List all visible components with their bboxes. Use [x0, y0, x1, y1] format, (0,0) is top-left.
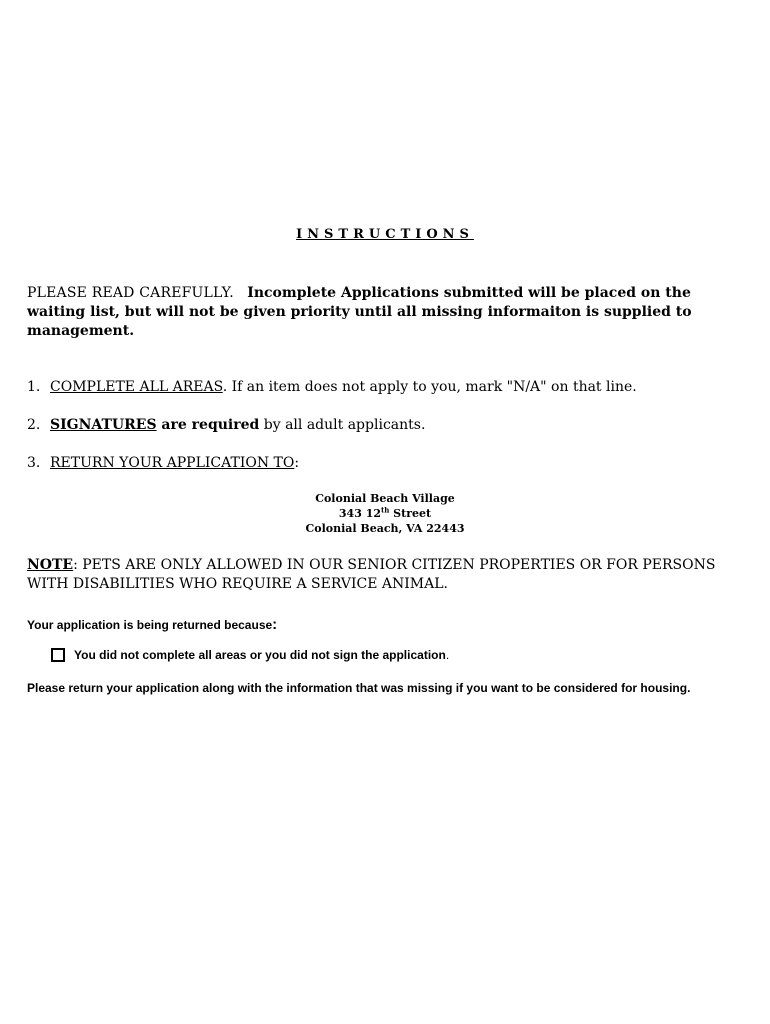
checkbox-row: You did not complete all areas or you did not sign the application .	[51, 648, 449, 662]
incomplete-checkbox[interactable]	[51, 648, 65, 662]
intro-lead: PLEASE READ CAREFULLY.	[27, 285, 234, 301]
item-bold: are required	[156, 417, 260, 433]
mailing-address	[0, 491, 770, 536]
intro-warning: Incomplete Applications submitted will be placed on the waiting list, but will not be given priority until all missing informaiton is supplied to management.	[27, 285, 692, 339]
item-rest: by all adult applicants.	[259, 417, 426, 433]
item-underlined: RETURN YOUR APPLICATION TO	[50, 455, 295, 471]
item-underlined: COMPLETE ALL AREAS	[50, 379, 223, 395]
address-line-1: Colonial Beach Village	[315, 492, 455, 505]
item-underlined-bold: SIGNATURES	[50, 417, 157, 433]
note-paragraph	[27, 556, 747, 594]
address-line-2: 343 12th Street	[338, 505, 432, 520]
page-title: INSTRUCTIONS	[296, 227, 474, 242]
checkbox-label: You did not complete all areas or you did not sign the application	[74, 648, 446, 662]
instruction-item-3	[27, 454, 747, 473]
note-text: : PETS ARE ONLY ALLOWED IN OUR SENIOR CITIZEN PROPERTIES OR FOR PERSONS WITH DISABILITIES WHO REQUIRE A SERVICE ANIMAL.	[27, 557, 716, 592]
intro-paragraph	[27, 284, 727, 341]
item-number: 2.	[27, 417, 41, 433]
item-rest: :	[294, 455, 300, 471]
instruction-item-1	[27, 378, 747, 397]
closing-paragraph: Please return your application along with the information that was missing if you want to be considered for housing.	[27, 681, 691, 695]
instruction-item-2	[27, 416, 747, 435]
item-number: 3.	[27, 455, 41, 471]
returned-reason-heading: Your application is being returned because:	[27, 616, 278, 633]
note-label: NOTE	[27, 557, 74, 573]
item-number: 1.	[27, 379, 41, 395]
address-line-3: Colonial Beach, VA 22443	[305, 522, 465, 535]
item-rest: . If an item does not apply to you, mark "N/A" on that line.	[222, 379, 637, 395]
